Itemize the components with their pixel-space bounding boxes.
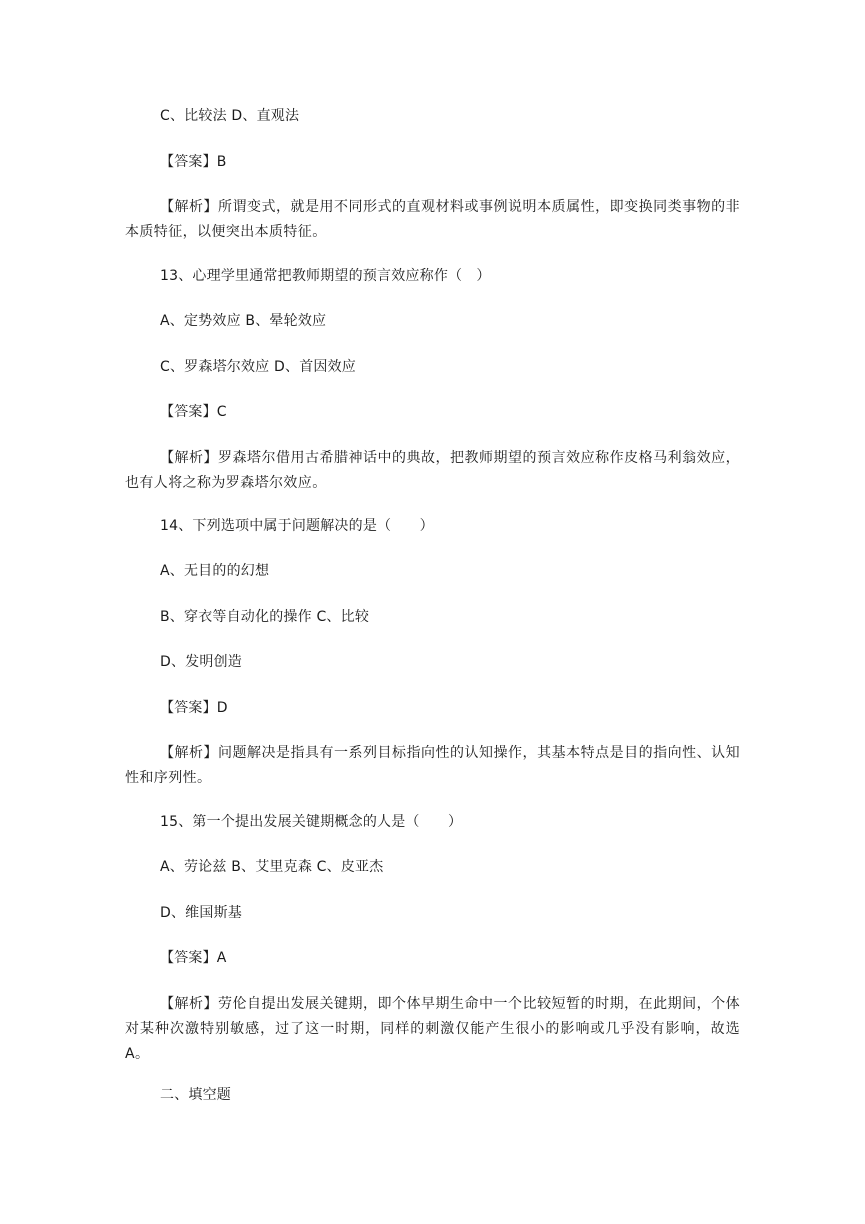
option-line: A、无目的的幻想: [160, 563, 270, 579]
question-15: 15、第一个提出发展关键期概念的人是（ ）: [160, 814, 463, 830]
option-line: A、劳论兹 B、艾里克森 C、皮亚杰: [160, 859, 384, 875]
option-line: B、穿衣等自动化的操作 C、比较: [160, 609, 370, 625]
question-13: 13、心理学里通常把教师期望的预言效应称作（ ）: [160, 268, 491, 284]
explanation-paragraph: 【解析】所谓变式，就是用不同形式的直观材料或事例说明本质属性，即变换同类事物的非本质特征，以便突出本质特征。: [125, 199, 740, 240]
option-line: C、比较法 D、直观法: [160, 108, 300, 124]
answer-line: 【答案】C: [160, 404, 227, 420]
explanation-paragraph: 【解析】劳伦自提出发展关键期，即个体早期生命中一个比较短暂的时期，在此期间，个体对某种次激特别敏感，过了这一时期，同样的刺激仅能产生很小的影响或几乎没有影响，故选 A。: [125, 996, 740, 1062]
section-heading: 二、填空题: [160, 1087, 231, 1103]
option-line: A、定势效应 B、晕轮效应: [160, 313, 327, 329]
answer-line: 【答案】B: [160, 154, 227, 170]
option-line: C、罗森塔尔效应 D、首因效应: [160, 359, 357, 375]
answer-line: 【答案】D: [160, 700, 228, 716]
explanation-paragraph: 【解析】问题解决是指具有一系列目标指向性的认知操作，其基本特点是目的指向性、认知性和序列性。: [125, 745, 740, 786]
question-14: 14、下列选项中属于问题解决的是（ ）: [160, 518, 434, 534]
explanation-paragraph: 【解析】罗森塔尔借用古希腊神话中的典故，把教师期望的预言效应称作皮格马利翁效应，也有人将之称为罗森塔尔效应。: [125, 450, 740, 491]
option-line: D、发明创造: [160, 654, 242, 670]
answer-line: 【答案】A: [160, 950, 227, 966]
option-line: D、维国斯基: [160, 905, 242, 921]
